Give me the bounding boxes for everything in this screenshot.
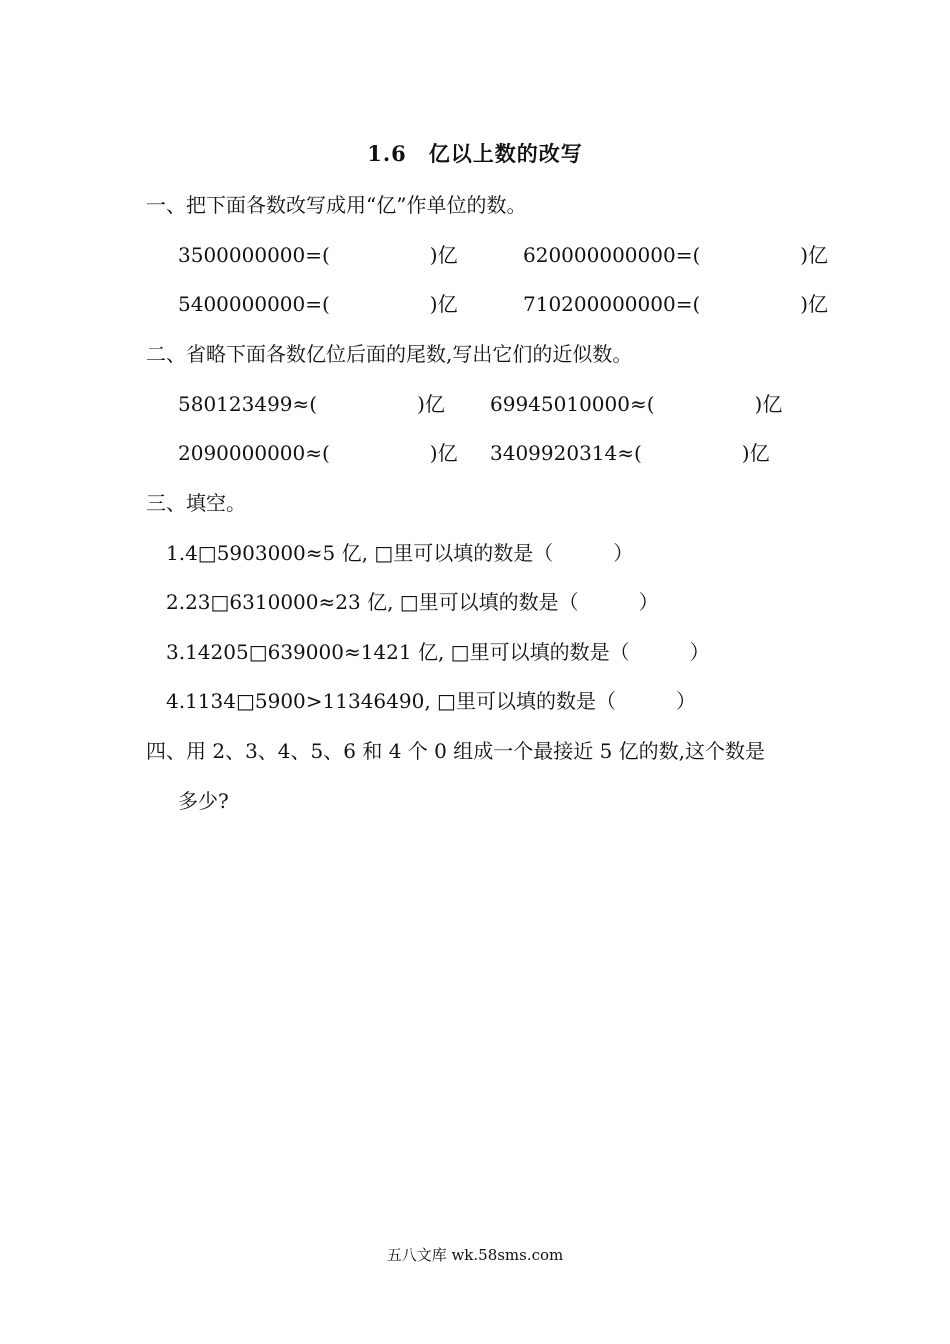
section-4-line-2: 多少? [178, 789, 229, 813]
section-3-item-4: 4.1134□5900>11346490, □里可以填的数是（ ） [166, 689, 696, 713]
section-3-heading: 三、填空。 [146, 491, 246, 515]
section-1-item-2: 620000000000=( )亿 [523, 243, 829, 267]
section-1-item-3: 5400000000=( )亿 [178, 292, 458, 316]
section-1-item-4: 710200000000=( )亿 [523, 292, 829, 316]
section-2-item-3: 2090000000≈( )亿 [178, 441, 458, 465]
section-4-line-1: 四、用 2、3、4、5、6 和 4 个 0 组成一个最接近 5 亿的数,这个数是 [146, 739, 766, 763]
section-2-item-4: 3409920314≈( )亿 [490, 441, 770, 465]
section-3-item-3: 3.14205□639000≈1421 亿, □里可以填的数是（ ） [166, 640, 710, 664]
section-3-item-1: 1.4□5903000≈5 亿, □里可以填的数是（ ） [166, 541, 634, 565]
section-1-heading: 一、把下面各数改写成用“亿”作单位的数。 [146, 193, 527, 217]
section-2-item-2: 69945010000≈( )亿 [490, 392, 783, 416]
page-title: 1.6 亿以上数的改写 [367, 141, 583, 166]
section-3-item-2: 2.23□6310000≈23 亿, □里可以填的数是（ ） [166, 590, 659, 614]
section-2-heading: 二、省略下面各数亿位后面的尾数,写出它们的近似数。 [146, 342, 633, 366]
section-2-item-1: 580123499≈( )亿 [178, 392, 445, 416]
footer-watermark: 五八文库 wk.58sms.com [386, 1246, 564, 1264]
section-1-item-1: 3500000000=( )亿 [178, 243, 458, 267]
